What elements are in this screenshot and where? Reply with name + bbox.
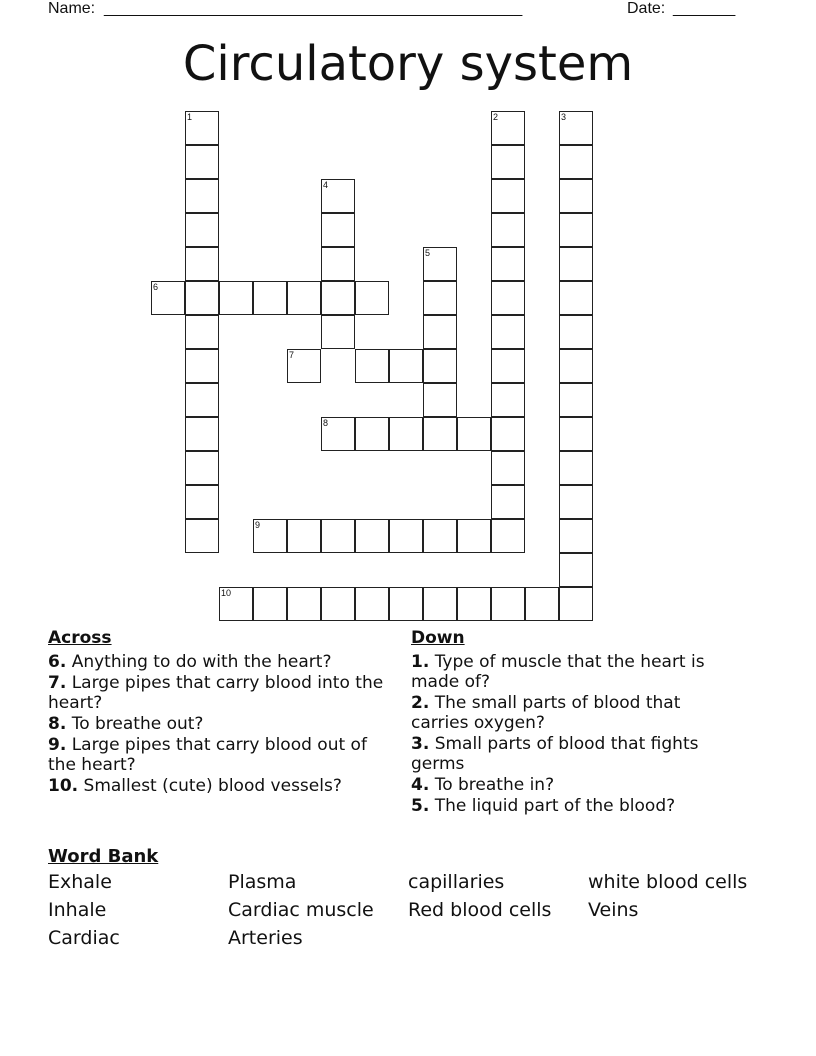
grid-cell[interactable] <box>355 587 389 621</box>
grid-cell[interactable] <box>491 349 525 383</box>
grid-cell[interactable] <box>389 349 423 383</box>
grid-cell[interactable] <box>491 315 525 349</box>
grid-cell[interactable] <box>185 315 219 349</box>
grid-cell[interactable] <box>355 519 389 553</box>
clue-text: To breathe in? <box>429 775 555 795</box>
cell-number: 5 <box>425 248 431 258</box>
grid-cell[interactable] <box>559 383 593 417</box>
word-bank <box>48 846 768 949</box>
grid-cell[interactable] <box>389 587 423 621</box>
word-bank-item: Arteries <box>228 927 303 949</box>
grid-cell[interactable] <box>423 315 457 349</box>
grid-cell[interactable] <box>287 519 321 553</box>
grid-cell[interactable] <box>423 417 457 451</box>
cell-number: 1 <box>187 112 193 122</box>
grid-cell[interactable] <box>525 587 559 621</box>
clue-text: Large pipes that carry blood out of the heart? <box>48 735 367 775</box>
down-clue <box>411 775 741 795</box>
grid-cell[interactable] <box>185 111 219 145</box>
grid-cell[interactable] <box>559 315 593 349</box>
grid-cell[interactable] <box>185 179 219 213</box>
grid-cell[interactable] <box>253 281 287 315</box>
grid-cell[interactable] <box>355 417 389 451</box>
grid-cell[interactable] <box>457 519 491 553</box>
word-bank-title: Word Bank <box>48 846 159 867</box>
grid-cell[interactable] <box>389 417 423 451</box>
clue-number: 7. <box>48 673 67 693</box>
clue-number: 1. <box>411 652 430 672</box>
grid-cell[interactable] <box>355 349 389 383</box>
grid-cell[interactable] <box>389 519 423 553</box>
across-clue-list <box>48 652 393 796</box>
grid-cell[interactable] <box>491 213 525 247</box>
across-clue <box>48 673 393 713</box>
grid-cell[interactable] <box>559 349 593 383</box>
date-label: Date: <box>627 0 666 17</box>
grid-cell[interactable] <box>559 451 593 485</box>
cell-number: 9 <box>255 520 261 530</box>
cell-number: 7 <box>289 350 295 360</box>
page-title: Circulatory system <box>182 36 634 92</box>
grid-cell[interactable] <box>491 281 525 315</box>
grid-cell[interactable] <box>423 349 457 383</box>
across-clue <box>48 652 393 672</box>
grid-cell[interactable] <box>321 247 355 281</box>
clue-text: Large pipes that carry blood into the heart? <box>48 673 384 713</box>
clue-number: 3. <box>411 734 430 754</box>
across-clue <box>48 735 393 775</box>
cell-number: 4 <box>323 180 329 190</box>
grid-cell[interactable] <box>423 281 457 315</box>
cell-number: 10 <box>221 588 232 598</box>
down-clue <box>411 734 741 774</box>
down-clue-list <box>411 652 741 816</box>
grid-cell[interactable] <box>559 553 593 587</box>
grid-cell[interactable] <box>185 145 219 179</box>
grid-cell[interactable] <box>491 519 525 553</box>
cell-number: 3 <box>561 112 567 122</box>
grid-cell[interactable] <box>559 213 593 247</box>
grid-cell[interactable] <box>287 281 321 315</box>
down-clue <box>411 693 741 733</box>
word-bank-item: Red blood cells <box>408 899 552 921</box>
word-bank-item: white blood cells <box>588 871 748 893</box>
grid-cell[interactable] <box>321 281 355 315</box>
clue-number: 9. <box>48 735 67 755</box>
clue-text: Anything to do with the heart? <box>66 652 332 672</box>
grid-cell[interactable] <box>321 587 355 621</box>
grid-cell[interactable] <box>185 485 219 519</box>
grid-cell[interactable] <box>321 417 355 451</box>
grid-cell[interactable] <box>559 111 593 145</box>
clue-text: The small parts of blood that carries oxygen? <box>411 693 681 733</box>
grid-cell[interactable] <box>423 247 457 281</box>
word-bank-item: Veins <box>588 899 639 921</box>
grid-cell[interactable] <box>423 519 457 553</box>
grid-cell[interactable] <box>355 281 389 315</box>
grid-cell[interactable] <box>321 179 355 213</box>
cell-number: 6 <box>153 282 159 292</box>
word-bank-item: Plasma <box>228 871 297 893</box>
grid-cell[interactable] <box>185 247 219 281</box>
grid-cell[interactable] <box>491 111 525 145</box>
word-bank-item: Cardiac <box>48 927 120 949</box>
grid-cell[interactable] <box>457 587 491 621</box>
clue-text: The liquid part of the blood? <box>429 796 676 816</box>
grid-cell[interactable] <box>491 587 525 621</box>
clue-text: Type of muscle that the heart is made of? <box>411 652 705 692</box>
grid-cell[interactable] <box>185 451 219 485</box>
grid-cell[interactable] <box>185 417 219 451</box>
grid-cell[interactable] <box>321 213 355 247</box>
down-clue <box>411 652 741 692</box>
grid-cell[interactable] <box>559 281 593 315</box>
date-field[interactable]: _______ <box>673 0 736 17</box>
grid-cell[interactable] <box>491 179 525 213</box>
clue-text: Smallest (cute) blood vessels? <box>78 776 342 796</box>
grid-cell[interactable] <box>559 417 593 451</box>
clue-number: 8. <box>48 714 67 734</box>
grid-cell[interactable] <box>559 587 593 621</box>
word-bank-item: Inhale <box>48 899 107 921</box>
across-clue <box>48 714 393 734</box>
grid-cell[interactable] <box>491 247 525 281</box>
down-heading: Down <box>411 628 465 648</box>
grid-cell[interactable] <box>457 417 491 451</box>
down-clues <box>411 628 741 817</box>
grid-cell[interactable] <box>253 519 287 553</box>
word-bank-item: Cardiac muscle <box>228 899 374 921</box>
clue-number: 5. <box>411 796 430 816</box>
grid-cell[interactable] <box>559 247 593 281</box>
clue-number: 10. <box>48 776 79 796</box>
clue-number: 4. <box>411 775 430 795</box>
grid-cell[interactable] <box>219 587 253 621</box>
grid-cell[interactable] <box>185 349 219 383</box>
grid-cell[interactable] <box>559 179 593 213</box>
grid-cell[interactable] <box>151 281 185 315</box>
grid-cell[interactable] <box>253 587 287 621</box>
grid-cell[interactable] <box>185 383 219 417</box>
clue-number: 6. <box>48 652 67 672</box>
grid-cell[interactable] <box>185 213 219 247</box>
grid-cell[interactable] <box>491 451 525 485</box>
grid-cell[interactable] <box>185 281 219 315</box>
grid-cell[interactable] <box>491 145 525 179</box>
grid-cell[interactable] <box>491 383 525 417</box>
cell-number: 2 <box>493 112 499 122</box>
grid-cell[interactable] <box>491 485 525 519</box>
grid-cell[interactable] <box>219 281 253 315</box>
grid-cell[interactable] <box>321 519 355 553</box>
grid-cell[interactable] <box>287 349 321 383</box>
down-clue <box>411 796 741 816</box>
name-label: Name: <box>48 0 96 17</box>
word-bank-item: Exhale <box>48 871 112 893</box>
clue-text: To breathe out? <box>66 714 204 734</box>
grid-cell[interactable] <box>423 587 457 621</box>
grid-cell[interactable] <box>287 587 321 621</box>
cell-number: 8 <box>323 418 329 428</box>
across-heading: Across <box>48 628 112 648</box>
word-bank-item: capillaries <box>408 871 505 893</box>
grid-cell[interactable] <box>185 519 219 553</box>
grid-cell[interactable] <box>491 417 525 451</box>
name-field[interactable]: _______________________________________________ <box>104 0 523 17</box>
grid-cell[interactable] <box>559 485 593 519</box>
grid-cell[interactable] <box>321 315 355 349</box>
word-bank-list <box>48 871 768 949</box>
across-clues <box>48 628 393 797</box>
clue-text: Small parts of blood that fights germs <box>411 734 699 774</box>
grid-cell[interactable] <box>559 519 593 553</box>
grid-cell[interactable] <box>423 383 457 417</box>
grid-cell[interactable] <box>559 145 593 179</box>
across-clue <box>48 776 393 796</box>
clue-number: 2. <box>411 693 430 713</box>
